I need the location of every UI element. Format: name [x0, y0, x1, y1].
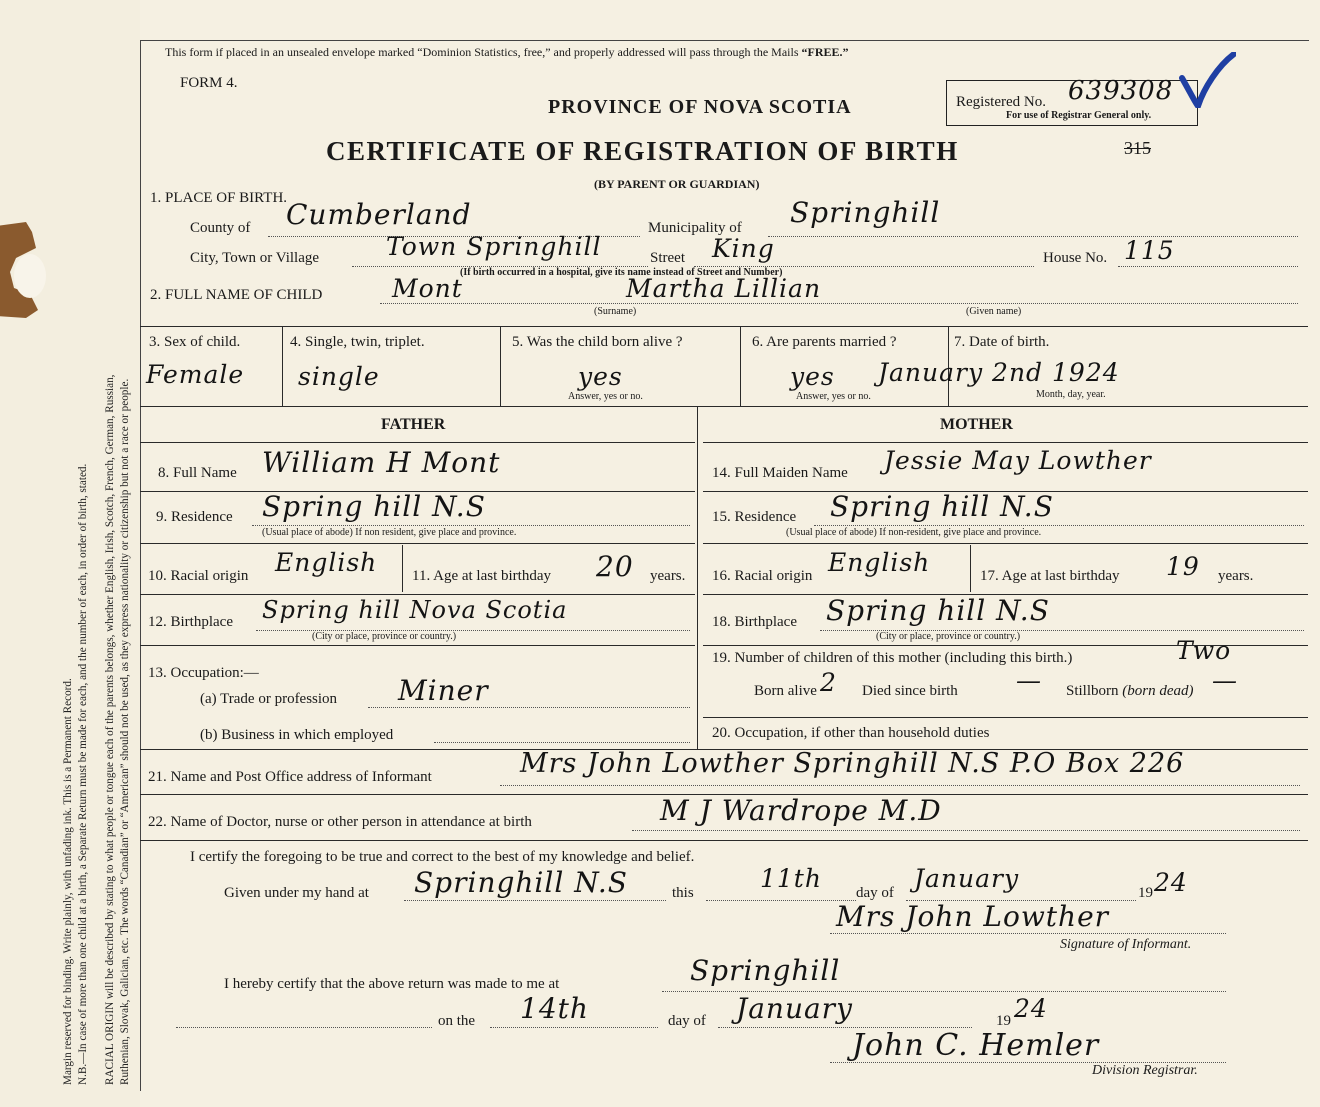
registered-label: Registered No.: [956, 94, 1046, 110]
reg-year-value: 24: [1014, 994, 1048, 1023]
dob-note: Month, day, year.: [1036, 389, 1106, 400]
rule-father-r2: [140, 543, 695, 544]
place-of-birth-label: 1. PLACE OF BIRTH.: [150, 190, 288, 206]
father-trade-label: (a) Trade or profession: [200, 691, 338, 707]
on-the-label: on the: [438, 1013, 476, 1029]
sex-value: Female: [146, 360, 245, 389]
given-place-value: Springhill N.S: [414, 866, 628, 899]
given-place-line: [404, 900, 666, 901]
mother-residence-value: Spring hill N.S: [830, 490, 1054, 523]
given-year-value: 24: [1154, 868, 1188, 897]
father-birthplace-value: Spring hill Nova Scotia: [262, 596, 568, 624]
given-day-label: day of: [856, 885, 894, 901]
registrar-certify-text: I hereby certify that the above return was made to me at: [224, 976, 560, 992]
rule-row3-bottom: [140, 406, 1308, 407]
house-label: House No.: [1043, 250, 1108, 266]
sex-label: 3. Sex of child.: [149, 334, 241, 350]
mother-residence-note: (Usual place of abode) If non-resident, give place and province.: [786, 527, 1042, 538]
mother-birthplace-label: 18. Birthplace: [712, 614, 797, 630]
municipality-value: Springhill: [790, 196, 941, 229]
municipality-label: Municipality of: [648, 220, 742, 236]
mother-residence-line: [814, 525, 1304, 526]
informant-signature-label: Signature of Informant.: [1060, 937, 1192, 952]
mail-notice-text: This form if placed in an unsealed envelope marked “Dominion Statistics, free,” and properly addressed will pass through the Mails: [165, 45, 799, 59]
rule-father-r3: [140, 594, 695, 595]
rule-mother-age-div: [970, 545, 971, 592]
reg-day-line: [490, 1027, 658, 1028]
father-birthplace-label: 12. Birthplace: [148, 614, 233, 630]
rule-father-age-div: [402, 545, 403, 592]
rule-row3-top: [140, 326, 1308, 327]
reg-month-value: January: [736, 992, 853, 1025]
strike-mark: 315: [1124, 138, 1151, 158]
checkmark-icon: [1176, 52, 1236, 113]
surname-note: (Surname): [594, 306, 637, 317]
stillborn-label: [1066, 683, 1194, 700]
rule-father-r4: [140, 645, 695, 646]
child-name-label: 2. FULL NAME OF CHILD: [150, 287, 323, 303]
father-residence-value: Spring hill N.S: [262, 490, 486, 523]
mother-children-value: Two: [1176, 636, 1232, 665]
father-name-label: 8. Full Name: [158, 465, 237, 481]
child-given-value: Martha Lillian: [626, 274, 822, 303]
registrar-signature: John C. Hemler: [852, 1028, 1100, 1063]
mother-age-value: 19: [1166, 552, 1200, 581]
mother-racial-label: 16. Racial origin: [712, 568, 813, 584]
father-racial-label: 10. Racial origin: [148, 568, 249, 584]
form-number: FORM 4.: [180, 75, 238, 91]
city-value: Town Springhill: [386, 232, 602, 261]
father-racial-value: English: [275, 548, 378, 577]
father-business-line: [434, 742, 690, 743]
father-occupation-label: 13. Occupation:—: [148, 665, 259, 681]
single-label: 4. Single, twin, triplet.: [290, 334, 425, 350]
certificate-title: CERTIFICATE OF REGISTRATION OF BIRTH: [326, 136, 959, 166]
mother-children-label: 19. Number of children of this mother (including this birth.): [712, 650, 1073, 666]
hospital-note: (If birth occurred in a hospital, give its name instead of Street and Number): [460, 267, 783, 278]
rule-center-divider: [697, 406, 698, 749]
given-day-value: 11th: [760, 864, 822, 893]
reg-day-label: day of: [668, 1013, 706, 1029]
father-age-label: 11. Age at last birthday: [412, 568, 551, 584]
mother-birthplace-note: (City or place, province or country.): [876, 631, 1021, 642]
father-age-unit: years.: [650, 568, 686, 584]
mother-name-value: Jessie May Lowther: [884, 446, 1152, 475]
parents-married-value: yes: [790, 362, 835, 391]
informant-signature: Mrs John Lowther: [836, 900, 1110, 933]
father-residence-line: [252, 525, 690, 526]
father-header: FATHER: [381, 416, 446, 433]
street-label: Street: [650, 250, 685, 266]
rule-mother-header: [703, 442, 1308, 443]
informant-value: Mrs John Lowther Springhill N.S P.O Box 226: [520, 748, 1185, 779]
father-business-label: (b) Business in which employed: [200, 727, 394, 743]
born-alive-count-label: Born alive: [754, 683, 817, 699]
died-since-birth-label: Died since birth: [862, 683, 958, 699]
father-residence-label: 9. Residence: [156, 509, 233, 525]
rule-doctor-bottom: [140, 840, 1308, 841]
rule-mother-r2: [703, 543, 1308, 544]
mother-header: MOTHER: [940, 416, 1013, 433]
mother-occupation-label: 20. Occupation, if other than household duties: [712, 725, 990, 741]
father-age-value: 20: [596, 550, 634, 583]
city-label: City, Town or Village: [190, 250, 320, 266]
given-day-line: [706, 900, 856, 901]
mail-notice-free: “FREE.”: [801, 45, 849, 59]
registrar-lead-line: [176, 1027, 432, 1028]
father-residence-note: (Usual place of abode) If non resident, give place and province.: [262, 527, 517, 538]
doctor-line: [632, 830, 1300, 831]
mother-residence-label: 15. Residence: [712, 509, 797, 525]
father-trade-value: Miner: [398, 674, 489, 707]
certificate-subtitle: (BY PARENT OR GUARDIAN): [594, 177, 760, 191]
doctor-value: M J Wardrope M.D: [660, 794, 942, 827]
parents-married-note: Answer, yes or no.: [796, 391, 871, 402]
child-name-line: [380, 303, 1298, 304]
rule-row3-div3: [740, 326, 741, 406]
father-trade-line: [368, 707, 690, 708]
born-alive-note: Answer, yes or no.: [568, 391, 643, 402]
county-value: Cumberland: [286, 198, 472, 231]
house-line: [1118, 266, 1298, 267]
father-name-value: William H Mont: [262, 446, 501, 479]
given-under-label: Given under my hand at: [224, 885, 369, 901]
doctor-label: 22. Name of Doctor, nurse or other person in attendance at birth: [148, 814, 532, 830]
registrar-note: For use of Registrar General only.: [1006, 110, 1152, 121]
stillborn-label-text: Stillborn: [1066, 683, 1119, 699]
registrar-signature-label: Division Registrar.: [1092, 1063, 1198, 1078]
stillborn-note: (born dead): [1122, 683, 1194, 699]
born-alive-count-value: 2: [820, 668, 837, 697]
rule-mother-r5: [703, 717, 1308, 718]
margin-note-permanent: Margin reserved for binding. Write plainly, with unfading ink. This is a Permanent Record.: [62, 678, 74, 1085]
dob-label: 7. Date of birth.: [954, 334, 1050, 350]
registrar-place-value: Springhill: [690, 954, 841, 987]
mother-age-label: 17. Age at last birthday: [980, 568, 1120, 584]
informant-label: 21. Name and Post Office address of Informant: [148, 769, 432, 785]
province-title: PROVINCE OF NOVA SCOTIA: [548, 96, 852, 118]
stillborn-value: —: [1212, 666, 1238, 695]
parents-married-label: 6. Are parents married ?: [752, 334, 897, 350]
mother-racial-value: English: [828, 548, 931, 577]
county-label: County of: [190, 220, 251, 236]
father-birthplace-note: (City or place, province or country.): [312, 631, 457, 642]
given-year-prefix: 19: [1138, 885, 1153, 901]
informant-signature-line: [830, 933, 1226, 934]
rule-father-header: [140, 442, 695, 443]
registered-number: 639308: [1068, 76, 1174, 106]
margin-note-multiple-births: N.B.—In case of more than one child at a birth, a Separate Return must be made for each, and the number of each, in order of birth, stated.: [77, 463, 89, 1085]
given-month-value: January: [914, 864, 1020, 893]
margin-note-nationality: Ruthenian, Slovak, Galician, etc. The words “Canadian” or “American” should not be used, as they express nationality or citizenship but not a race or people.: [119, 378, 131, 1085]
child-surname-value: Mont: [392, 274, 463, 303]
rule-row3-div2: [500, 326, 501, 406]
informant-line: [500, 785, 1300, 786]
certify-text: I certify the foregoing to be true and correct to the best of my knowledge and belief.: [190, 849, 695, 865]
mother-name-label: 14. Full Maiden Name: [712, 465, 848, 481]
rule-row3-div1: [282, 326, 283, 406]
street-value: King: [712, 234, 775, 263]
municipality-line: [768, 236, 1298, 237]
given-name-note: (Given name): [966, 306, 1022, 317]
margin-note-racial-origin: RACIAL ORIGIN will be described by stating to what people or tongue each of the parents belongs, whether English, Irish, Scotch, French, German, Russian,: [104, 374, 116, 1085]
mother-birthplace-value: Spring hill N.S: [826, 594, 1050, 627]
died-since-birth-value: —: [1016, 666, 1042, 695]
reg-year-prefix: 19: [996, 1013, 1011, 1029]
given-this-label: this: [672, 885, 694, 901]
reg-day-value: 14th: [520, 992, 589, 1025]
dob-value: January 2nd 1924: [878, 358, 1120, 387]
mother-age-unit: years.: [1218, 568, 1254, 584]
house-value: 115: [1124, 236, 1175, 265]
mail-notice: [165, 45, 849, 60]
born-alive-value: yes: [578, 362, 623, 391]
binding-hole-icon: [0, 218, 58, 322]
born-alive-label: 5. Was the child born alive ?: [512, 334, 683, 350]
single-value: single: [298, 362, 380, 391]
